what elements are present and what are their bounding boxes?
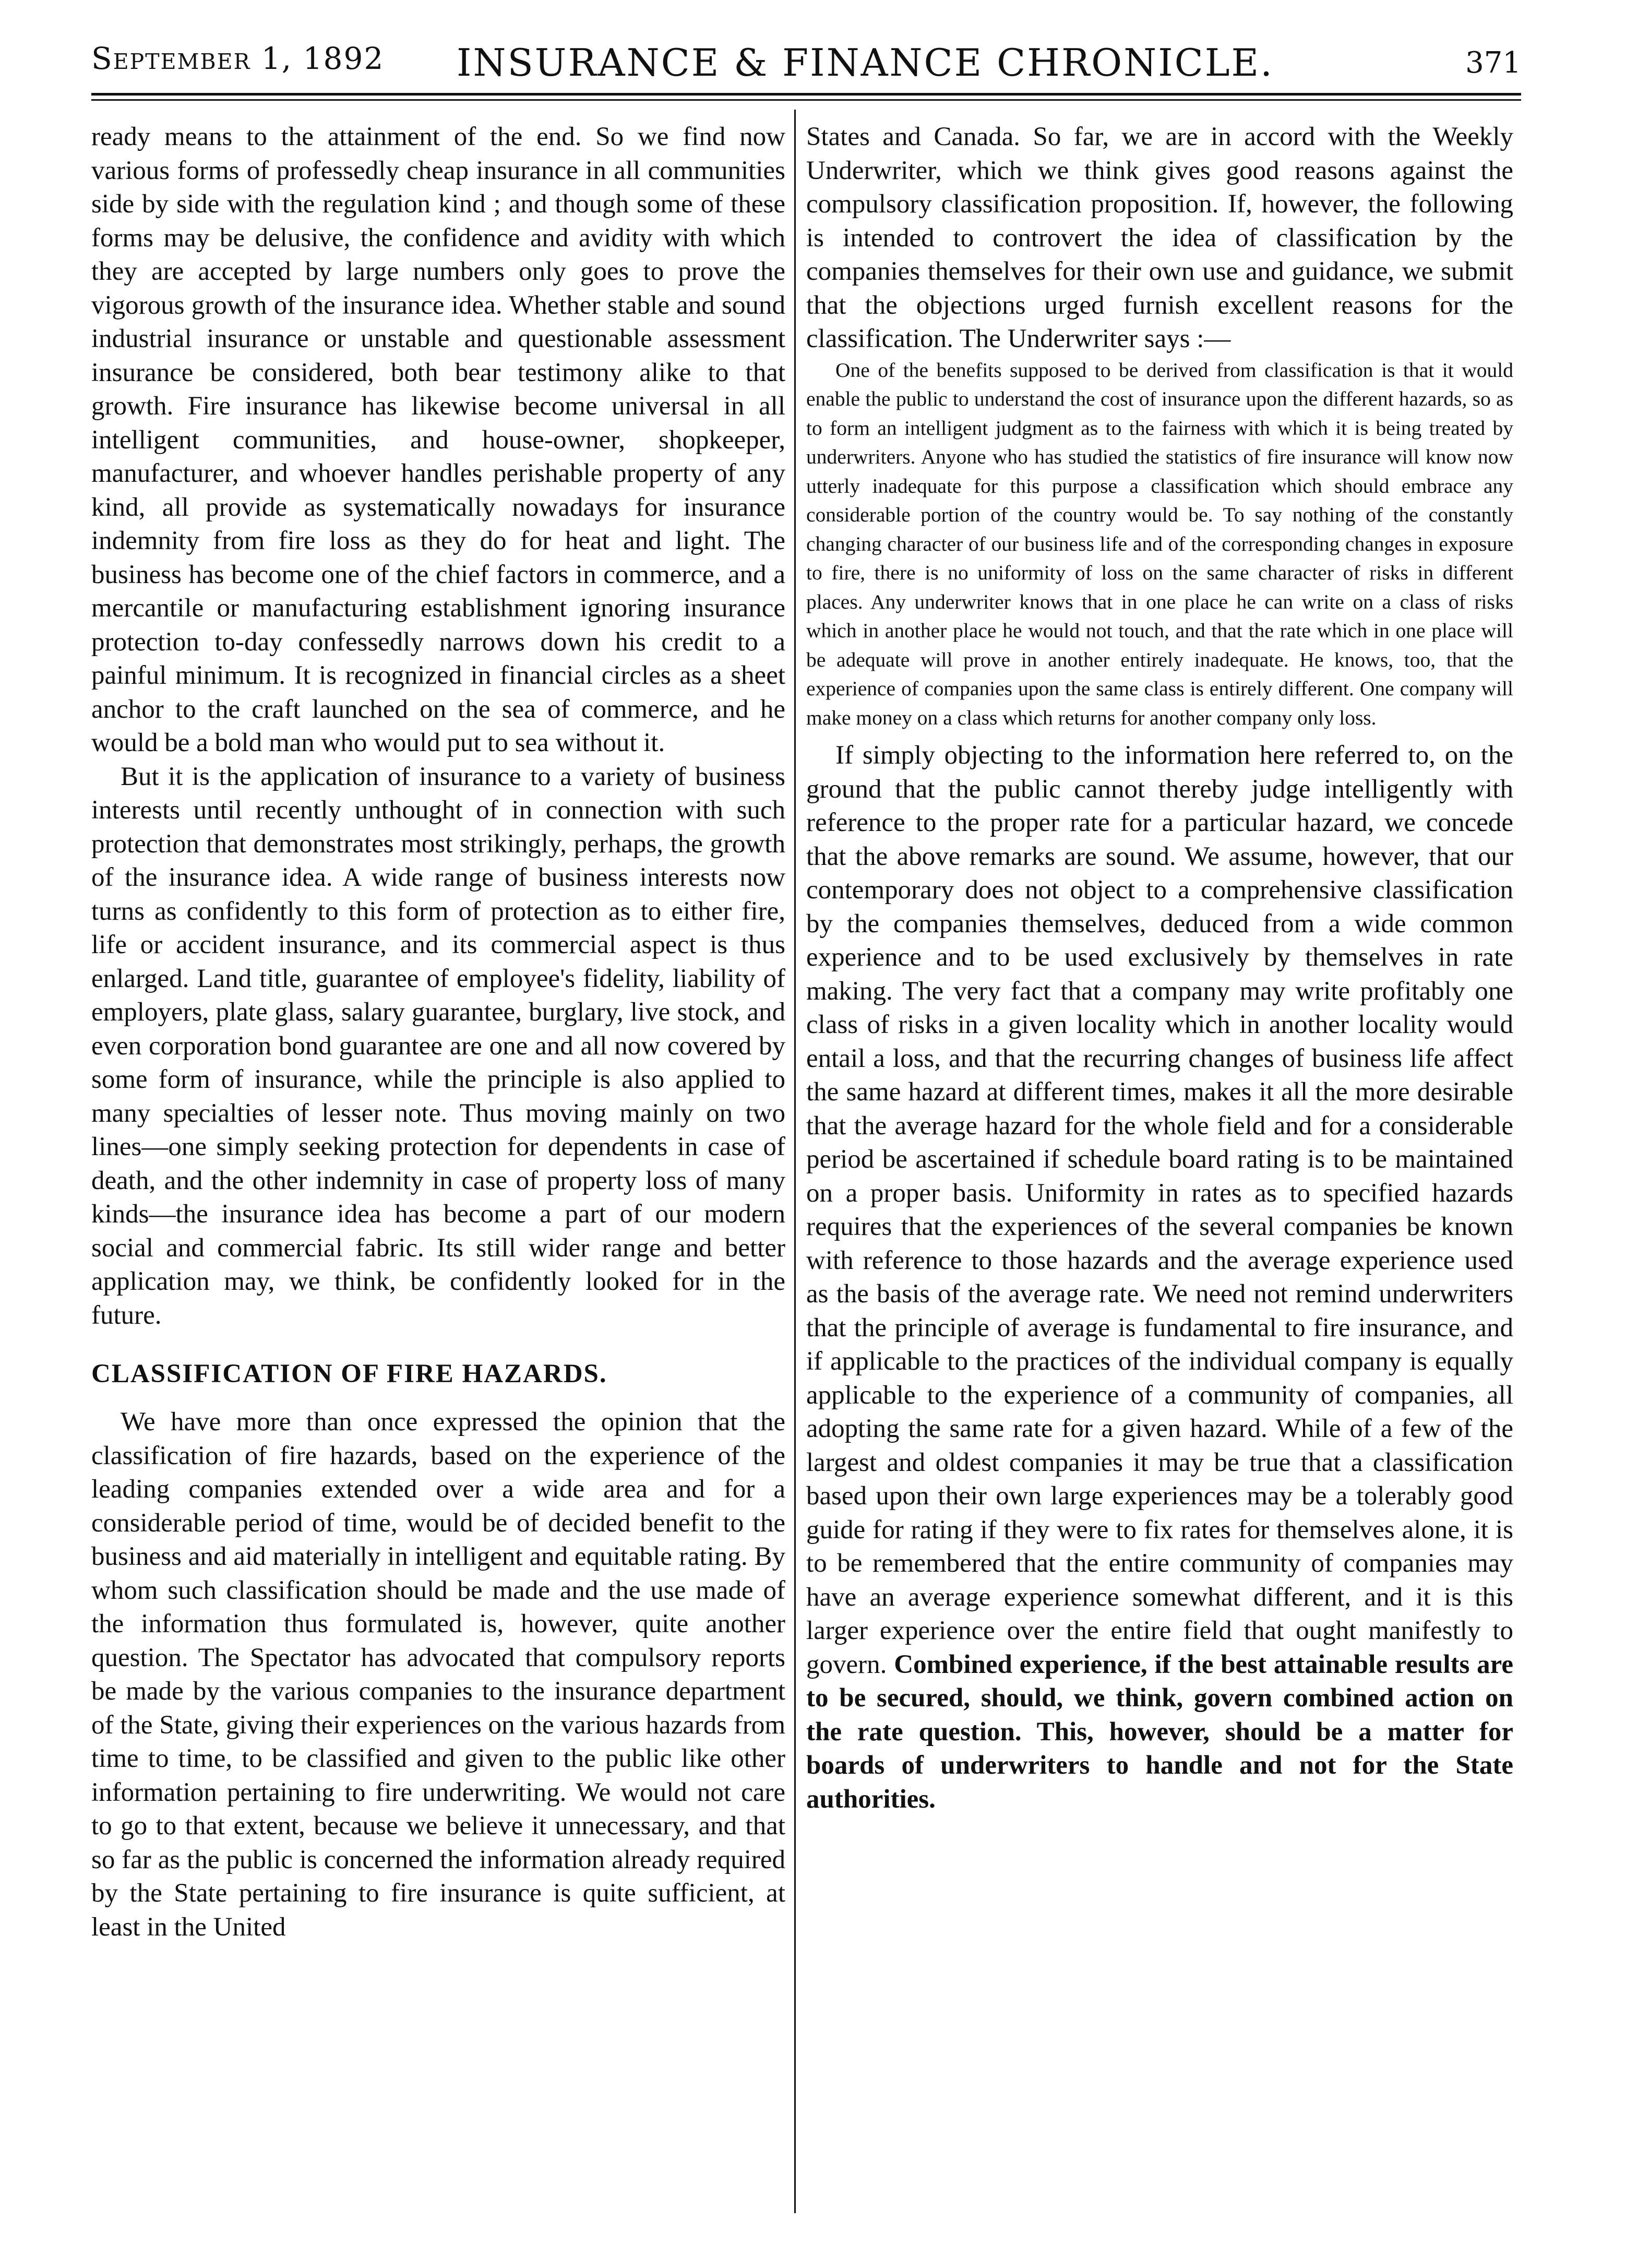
left-paragraph-3: We have more than once expressed the opinion that the classification of fire hazards, based on the experience of the leading companies extended over a wide area and for a considerable period of time, would be of decided benefit to the business and aid materially in intelligent and equitable rating. By whom such classification should be made and the use made of the information thus formulated is, however, quite another question. The Spectator has advocated that compulsory reports be made by the various companies to the insurance department of the State, giving their experiences on the various hazards from time to time, to be classified and given to the public like other information pertaining to fire underwriting. We would not care to go to that extent, because we believe it unnecessary, and that so far as the public is concerned the information already required by the State pertaining to fire insurance is quite sufficient, at least in the United bbox=[91, 1407, 785, 1942]
left-column bbox=[91, 120, 785, 1944]
right-paragraph-2-text: If simply objecting to the information here referred to, on the ground that the public cannot thereby judge intelligently with reference to the proper rate for a particular hazard, we concede that the above remarks are sound. We assume, however, that our contemporary does not object to a comprehensive classification by the companies themselves, deduced from a wide common experience and to be used exclusively by themselves in rate making. The very fact that a company may write profitably one class of risks in a given locality which in another locality would entail a loss, and that the recurring changes of business life affect the same hazard at different times, makes it all the more desirable that the average hazard for the whole field and for a considerable period be ascertained if schedule board rating is to be maintained on a proper basis. Uniformity in rates as to specified hazards requires that the experiences of the several companies be known with reference to those hazards and the average experience used as the basis of the average rate. We need not remind underwriters that the principle of average is fundamental to fire insurance, and if applicable to the practices of the individual company is equally applicable to the experience of a community of companies, all adopting the same rate for a given hazard. While of a few of the largest and oldest companies it may be true that a classification based upon their own large experiences may be a tolerably good guide for rating if they were to fix rates for themselves alone, it is to be remembered that the entire community of companies may have an average experience somewhat different, and it is this larger experience over the entire field that ought manifestly to govern. bbox=[806, 741, 1513, 1679]
right-paragraph-2 bbox=[806, 739, 1513, 1816]
left-paragraph-1: ready means to the attainment of the end. So we find now various forms of professedly cheap insurance in all communities side by side with the regulation kind ; and though some of these forms may be delusive, the confidence and avidity with which they are accepted by large numbers only goes to prove the vigorous growth of the insurance idea. Whether stable and sound industrial insurance or unstable and questionable assessment insurance be considered, both bear testimony alike to that growth. Fire insurance has likewise become universal in all intelligent communities, and house-owner, shopkeeper, manufacturer, and whoever handles perishable property of any kind, all provide as systematically nowadays for insurance indemnity from fire loss as they do for heat and light. The business has become one of the chief factors in commerce, and a mercantile or manufacturing establishment ignoring insurance protection to-day confessedly narrows down his credit to a painful minimum. It is recognized in financial circles as a sheet anchor to the craft launched on the sea of commerce, and he would be a bold man who would put to sea without it. bbox=[91, 122, 785, 757]
left-paragraph-2: But it is the application of insurance to a variety of business interests until recently unthought of in connection with such protection that demonstrates most strikingly, perhaps, the growth of the insurance idea. A wide range of business interests now turns as confidently to this form of protection as to either fire, life or accident insurance, and its commercial aspect is thus enlarged. Land title, guarantee of employee's fidelity, liability of employers, plate glass, salary guarantee, burglary, live stock, and even corporation bond guarantee are one and all now covered by some form of insurance, while the principle is also applied to many specialties of lesser note. Thus moving mainly on two lines—one simply seeking protection for dependents in case of death, and the other indemnity in case of property loss of many kinds—the insurance idea has become a part of our modern social and commercial fabric. Its still wider range and better application may, we think, be confidently looked for in the future. bbox=[91, 762, 785, 1330]
issue-date: September 1, 1892 bbox=[91, 41, 385, 76]
right-column bbox=[806, 120, 1513, 1816]
publication-title: INSURANCE & FINANCE CHRONICLE. bbox=[457, 41, 1274, 85]
block-quote: One of the benefits supposed to be derived from classification is that it would enable the public to understand the cost of insurance upon the different hazards, so as to form an intelligent judgment as to the fairness with which it is being treated by underwriters. Anyone who has studied the statistics of fire insurance will know now utterly inadequate for this purpose a classification which should embrace any considerable portion of the country would be. To say nothing of the constantly changing character of our business life and of the corresponding changes in exposure to fire, there is no uniformity of loss on the same character of risks in different places. Any underwriter knows that in one place he can write on a class of risks which in another place he would not touch, and that the rate which in one place will be adequate will prove in another entirely inadequate. He knows, too, that the experience of companies upon the same class is entirely different. One company will make money on a class which returns for another company only loss. bbox=[806, 358, 1513, 729]
right-paragraph-2-bold-text: Combined experience, if the best attainable results are to be secured, should, we think, govern combined action on the rate question. This, however, should be a matter for boards of underwriters to handle and not for the State authorities. bbox=[806, 1649, 1514, 1814]
header-rule-bottom bbox=[91, 99, 1521, 101]
column-divider bbox=[794, 110, 796, 2213]
page-header bbox=[91, 25, 1521, 88]
page-number: 371 bbox=[1465, 46, 1521, 80]
header-rule-top bbox=[91, 93, 1521, 96]
section-heading: CLASSIFICATION OF FIRE HAZARDS. bbox=[91, 1359, 607, 1388]
right-paragraph-1: States and Canada. So far, we are in accord with the Weekly Underwriter, which we think gives good reasons against the compulsory classification proposition. If, however, the following is intended to controvert the idea of classification by the companies themselves for their own use and guidance, we submit that the objections urged furnish excellent reasons for the classification. The Underwriter says :— bbox=[806, 122, 1513, 353]
